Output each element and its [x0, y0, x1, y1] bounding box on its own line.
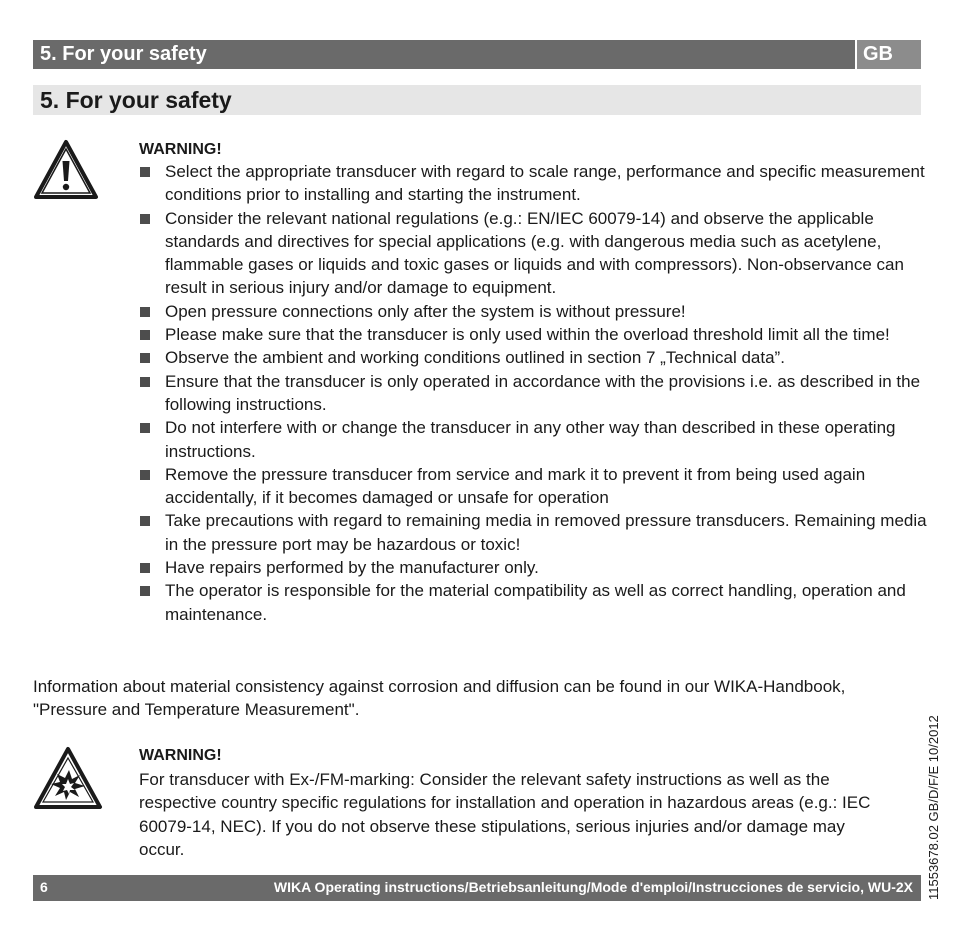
- list-item: [139, 323, 929, 346]
- list-item-text: Please make sure that the transducer is only used within the overload threshold limit all the time!: [165, 325, 890, 345]
- bullet-square-icon: [140, 214, 150, 224]
- warning-title-explosion: WARNING!: [139, 747, 222, 764]
- list-item: [139, 346, 929, 369]
- page-number: 6: [40, 879, 48, 895]
- list-item: [139, 300, 929, 323]
- warning-list: [139, 160, 929, 626]
- footer-bar: [33, 875, 921, 901]
- info-paragraph: Information about material consistency against corrosion and diffusion can be found in our WIKA-Handbook, "Pressure and Temperature Measurement".: [33, 677, 846, 720]
- document-number: 11553678.02 GB/D/F/E 10/2012: [926, 715, 941, 900]
- warning-explosion-body: For transducer with Ex-/FM-marking: Consider the relevant safety instructions as well as the respective country specific regulations for installation and operation in hazardous areas (e.g.: IEC 60079-14, NEC). If you do not observe these stipulations, serious injuries and/or damage may occur.: [139, 770, 871, 859]
- bullet-square-icon: [140, 470, 150, 480]
- list-item-text: Observe the ambient and working conditions outlined in section 7 „Technical data”.: [165, 348, 785, 368]
- list-item: [139, 463, 929, 510]
- list-item: [139, 556, 929, 579]
- list-item-text: Select the appropriate transducer with regard to scale range, performance and specific measurement conditions prior to installing and starting the instrument.: [165, 162, 925, 205]
- bullet-square-icon: [140, 423, 150, 433]
- explosion-hazard-icon: [33, 746, 103, 810]
- list-item: [139, 160, 929, 207]
- list-item-text: Consider the relevant national regulations (e.g.: EN/IEC 60079-14) and observe the applicable standards and directives for special applications (e.g. with dangerous media such as acetylene, flammable gases or liquids and toxic gases or liquids and with compressors). Non-observance can result in serious injury and/or damage to equipment.: [165, 208, 904, 298]
- bullet-square-icon: [140, 516, 150, 526]
- list-item-text: Have repairs performed by the manufacturer only.: [165, 558, 539, 578]
- list-item-text: Do not interfere with or change the transducer in any other way than described in these operating instructions.: [165, 418, 896, 461]
- list-item-text: Remove the pressure transducer from service and mark it to prevent it from being used again accidentally, if it becomes damaged or unsafe for operation: [165, 464, 866, 508]
- warning-title: WARNING!: [139, 141, 222, 158]
- list-item: [139, 207, 929, 300]
- bullet-square-icon: [140, 167, 150, 177]
- list-item: [139, 416, 929, 463]
- bullet-square-icon: [140, 586, 150, 596]
- footer-text: WIKA Operating instructions/Betriebsanleitung/Mode d'emploi/Instrucciones de servicio, WU-2X: [273, 879, 913, 895]
- list-item: [139, 370, 929, 417]
- list-item: [139, 509, 929, 556]
- language-badge: GB: [855, 40, 921, 69]
- bullet-square-icon: [140, 307, 150, 317]
- list-item-text: Ensure that the transducer is only operated in accordance with the provisions i.e. as described in the following instructions.: [165, 371, 921, 414]
- bullet-square-icon: [140, 330, 150, 340]
- header-bar: [33, 40, 921, 69]
- bullet-square-icon: [140, 563, 150, 573]
- bullet-square-icon: [140, 377, 150, 387]
- bullet-square-icon: [140, 353, 150, 363]
- list-item-text: The operator is responsible for the material compatibility as well as correct handling, operation and maintenance.: [165, 581, 906, 624]
- warning-exclamation-icon: [33, 139, 99, 200]
- section-heading: 5. For your safety: [33, 85, 921, 115]
- list-item-text: Open pressure connections only after the system is without pressure!: [165, 301, 686, 321]
- list-item: [139, 579, 929, 626]
- header-title: 5. For your safety: [40, 43, 207, 65]
- list-item-text: Take precautions with regard to remaining media in removed pressure transducers. Remaining media in the pressure port may be hazardous or toxic!: [165, 511, 927, 554]
